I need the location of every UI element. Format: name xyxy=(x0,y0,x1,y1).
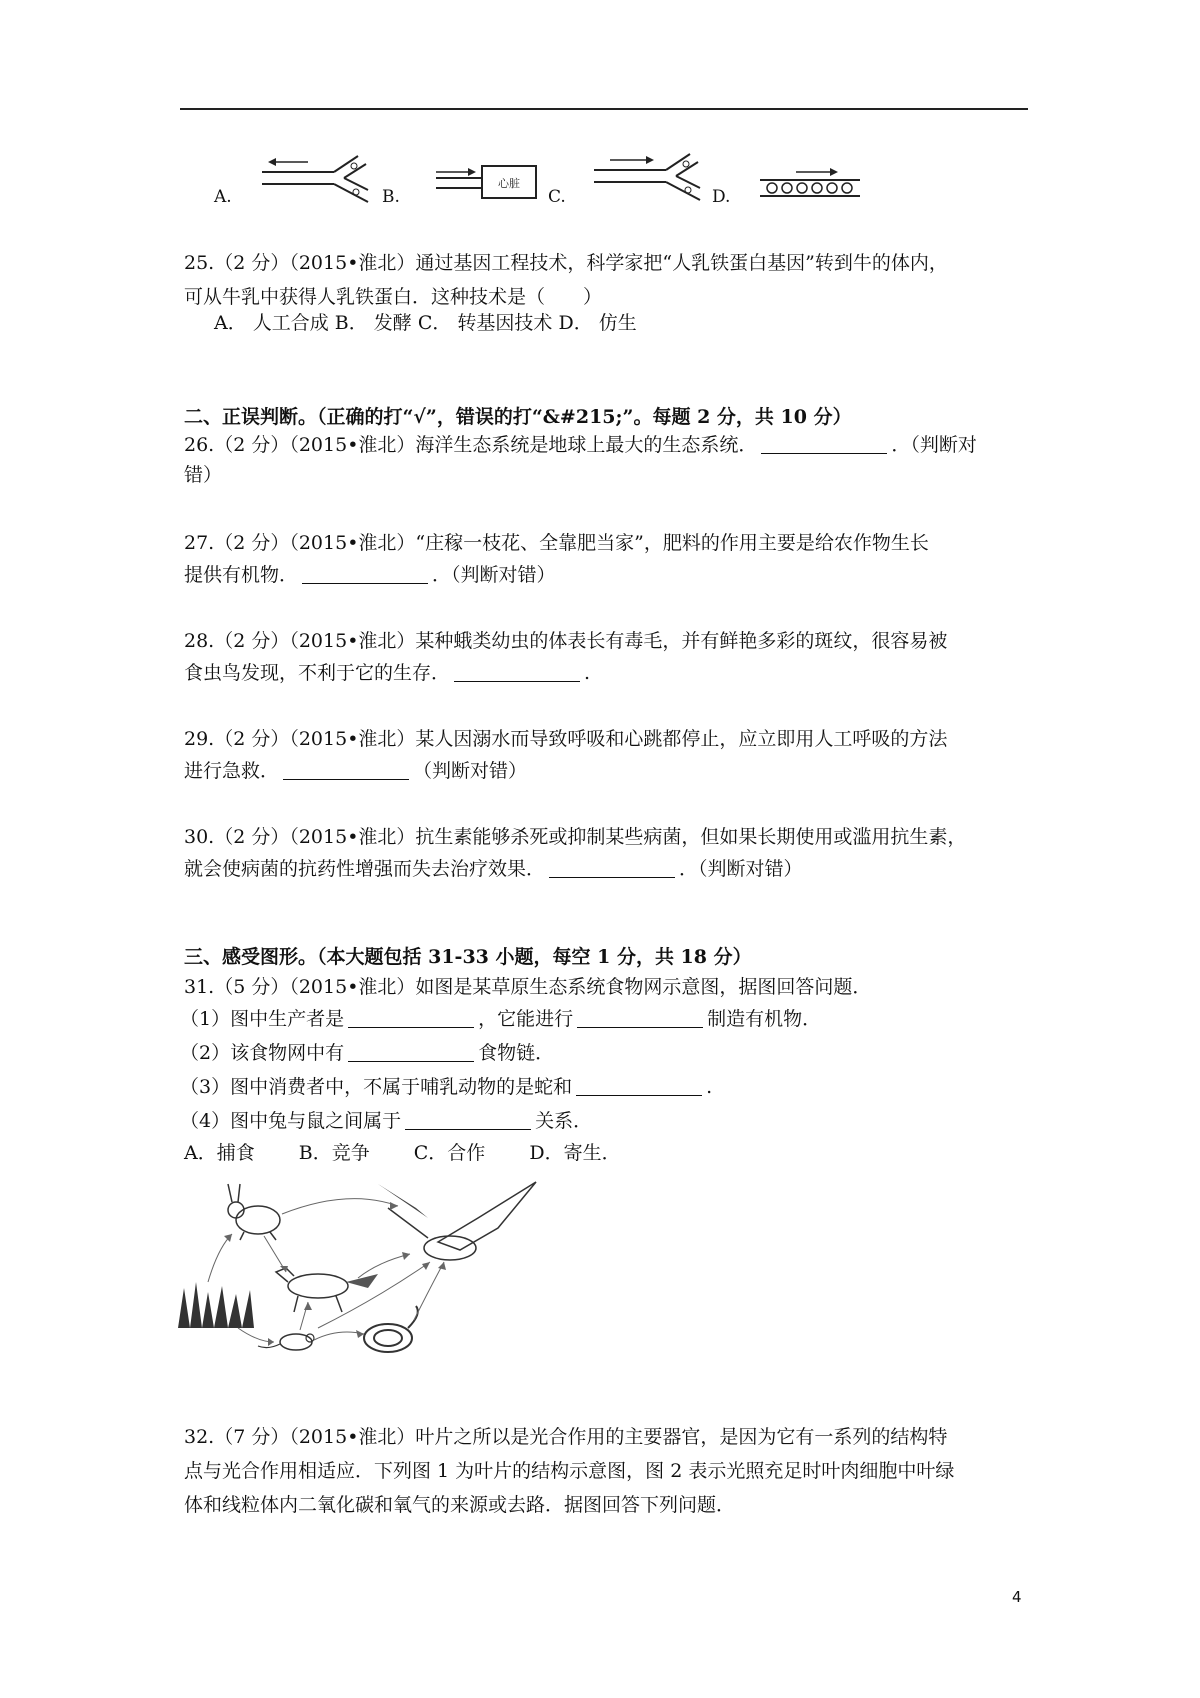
q28-text: 食虫鸟发现，不利于它的生存． xyxy=(184,662,451,684)
rabbit-figure xyxy=(228,1184,280,1240)
q24-option-a-diagram xyxy=(258,150,376,206)
q31-sub-1 xyxy=(180,1006,821,1032)
q25-line-1: 25.（2 分）（2015•淮北）通过基因工程技术，科学家把“人乳铁蛋白基因”转到牛的体内， xyxy=(184,252,948,274)
grass-figure xyxy=(178,1282,254,1328)
q31-sub-4-text: （4）图中兔与鼠之间属于 xyxy=(180,1110,402,1132)
hawk-figure xyxy=(378,1182,536,1260)
header-rule xyxy=(180,108,1028,110)
q31-sub-2 xyxy=(180,1040,554,1066)
q31-blank-relation[interactable] xyxy=(405,1109,531,1130)
q30-line-2 xyxy=(184,856,803,882)
q28-line-1: 28.（2 分）（2015•淮北）某种蛾类幼虫的体表长有毒毛，并有鲜艳多彩的斑纹，很容易被 xyxy=(184,630,948,652)
q24-option-b-label: B. xyxy=(382,187,400,207)
q31-sub-1-post: 制造有机物． xyxy=(707,1008,822,1030)
q31-sub-3 xyxy=(180,1074,712,1100)
q31-blank-non-mammal[interactable] xyxy=(576,1075,702,1096)
q29-text-after: （判断对错） xyxy=(413,760,528,782)
q24-option-b-diagram xyxy=(432,162,542,202)
q27-text: 提供有机物． xyxy=(184,564,299,586)
q27-answer-blank[interactable] xyxy=(302,563,428,584)
q31-sub-4 xyxy=(180,1108,592,1134)
q29-text: 进行急救． xyxy=(184,760,280,782)
q26-text-after: ．（判断对 xyxy=(891,434,977,456)
q32-line-2: 点与光合作用相适应．下列图 1 为叶片的结构示意图，图 2 表示光照充足时叶肉细胞中叶绿 xyxy=(184,1460,955,1482)
q24-heart-box-label: 心脏 xyxy=(498,177,520,190)
q26-line-1 xyxy=(184,432,977,458)
q31-sub-4-post: 关系． xyxy=(535,1110,593,1132)
q24-option-a-label: A. xyxy=(214,187,232,207)
q27-line-1: 27.（2 分）（2015•淮北）“庄稼一枝花、全靠肥当家”，肥料的作用主要是给农作物生长 xyxy=(184,532,929,554)
q31-sub-3-post: . xyxy=(706,1076,713,1098)
q29-answer-blank[interactable] xyxy=(283,759,409,780)
q31-sub-2-text: （2）该食物网中有 xyxy=(180,1042,345,1064)
q30-text-after: ．（判断对错） xyxy=(679,858,803,880)
q24-option-d-label: D. xyxy=(712,187,731,207)
q24-option-c-label: C. xyxy=(548,187,566,207)
q27-line-2 xyxy=(184,562,556,588)
q30-answer-blank[interactable] xyxy=(549,857,675,878)
q31-sub-2-post: 食物链． xyxy=(478,1042,555,1064)
q31-choices: A．捕食 B．竞争 C．合作 D．寄生． xyxy=(184,1142,621,1164)
q29-line-2 xyxy=(184,758,527,784)
q31-blank-producer[interactable] xyxy=(348,1007,474,1028)
q28-answer-blank[interactable] xyxy=(454,661,580,682)
q29-line-1: 29.（2 分）（2015•淮北）某人因溺水而导致呼吸和心跳都停止，应立即用人工呼吸的方法 xyxy=(184,728,948,750)
q27-text-after: ．（判断对错） xyxy=(432,564,556,586)
section-2-heading: 二、正误判断。（正确的打“√”，错误的打“&#215;”。每题 2 分，共 10 分） xyxy=(184,406,852,428)
q28-text-after: . xyxy=(584,662,591,684)
q24-option-d-diagram xyxy=(756,166,866,202)
q24-option-c-diagram xyxy=(590,148,708,204)
q26-text: 26.（2 分）（2015•淮北）海洋生态系统是地球上最大的生态系统． xyxy=(184,434,758,456)
q30-text: 就会使病菌的抗药性增强而失去治疗效果． xyxy=(184,858,546,880)
q25-line-2: 可从牛乳中获得人乳铁蛋白．这种技术是（ ） xyxy=(184,286,603,308)
snake-figure xyxy=(364,1306,418,1352)
q32-line-3: 体和线粒体内二氧化碳和氧气的来源或去路．据图回答下列问题． xyxy=(184,1494,736,1516)
q31-sub-1-mid: ，它能进行 xyxy=(478,1008,574,1030)
mouse-figure xyxy=(258,1334,314,1350)
q28-line-2 xyxy=(184,660,590,686)
q31-blank-chains[interactable] xyxy=(348,1041,474,1062)
q26-answer-blank[interactable] xyxy=(761,433,887,454)
food-web-diagram xyxy=(178,1178,598,1358)
section-3-heading: 三、感受图形。（本大题包括 31-33 小题，每空 1 分，共 18 分） xyxy=(184,946,752,968)
q30-line-1: 30.（2 分）（2015•淮北）抗生素能够杀死或抑制某些病菌，但如果长期使用或滥用抗生素， xyxy=(184,826,967,848)
q26-line-2: 错） xyxy=(184,464,223,486)
food-web-arrows xyxy=(208,1199,444,1342)
q31-stem: 31.（5 分）（2015•淮北）如图是某草原生态系统食物网示意图，据图回答问题． xyxy=(184,976,872,998)
page-number: 4 xyxy=(1012,1588,1022,1606)
q31-blank-process[interactable] xyxy=(577,1007,703,1028)
q25-options: A． 人工合成 B． 发酵 C． 转基因技术 D． 仿生 xyxy=(214,312,637,334)
q31-sub-3-text: （3）图中消费者中，不属于哺乳动物的是蛇和 xyxy=(180,1076,573,1098)
q32-line-1: 32.（7 分）（2015•淮北）叶片之所以是光合作用的主要器官，是因为它有一系列的结构特 xyxy=(184,1426,948,1448)
q31-sub-1-text: （1）图中生产者是 xyxy=(180,1008,345,1030)
